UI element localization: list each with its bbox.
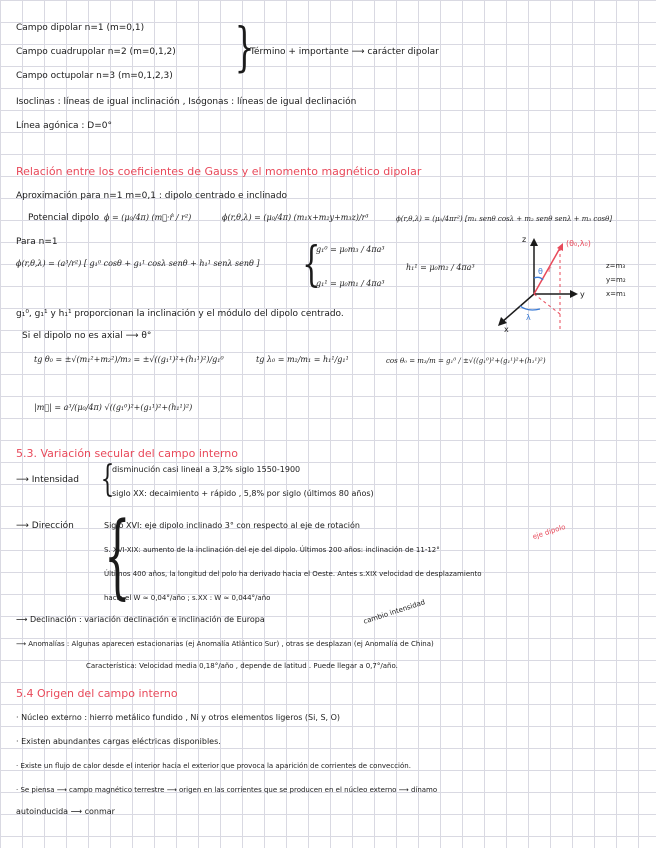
direccion-label: ⟶ Dirección (16, 521, 74, 531)
declinacion-line: ⟶ Declinación : variación declinación e inclinación de Europa (16, 615, 265, 624)
intensidad-label: ⟶ Intensidad (16, 475, 80, 485)
origin-item-2: · Existen abundantes cargas eléctricas disponibles. (16, 737, 221, 746)
intensidad-item-1: disminución casi lineal a 3,2% siglo 1550-1900 (112, 465, 301, 474)
isolines-line: Isoclinas : líneas de igual inclinación , Isógonas : líneas de igual declinación (16, 97, 357, 107)
y-arrowhead (570, 290, 578, 298)
approx-line: Aproximación para n=1 m=0,1 : dipolo centrado e inclinado (16, 191, 288, 201)
x-axis-label: x (504, 325, 509, 334)
theta-label: θ (538, 267, 543, 276)
multipole-octupolar: Campo octupolar n=3 (m=0,1,2,3) (16, 71, 173, 81)
direccion-item-3: Últimos 400 años, la longitud del polo ha derivado hacia el Oeste. Antes s.XIX velocidad de desplazamiento (104, 570, 482, 578)
potential-eq-1: ϕ = (μ₀/4π) (m⃗·r̂ / r²) (104, 213, 192, 222)
cos-theta-eq: cos θ₀ = m₃/m = g₁⁰ / ±√((g₁⁰)²+(g₁¹)²+(h₁¹)²) (386, 357, 546, 365)
anomalias-line-1: ⟶ Anomalías : Algunas aparecen estacionarias (ej Anomalía Atlántico Sur) , otras se desplazan (ej Anomalía de China) (16, 640, 434, 648)
declinacion-note: cambio intensidad (362, 598, 427, 626)
for-n1-label: Para n=1 (16, 237, 58, 247)
potential-eq-3: ϕ(r,θ,λ) = (μ₀/4πr²) [m₁ senθ cosλ + m₂ senθ senλ + m₃ cosθ] (396, 215, 613, 223)
h11-eq: h₁¹ = μ₀m₂ / 4πa³ (406, 263, 475, 272)
origin-last-line: autoinducida ⟶ conmar (16, 807, 115, 816)
direccion-item-4: hacia el W ≈ 0,04°/año ; s.XX : W ≈ 0,044°/año (104, 594, 271, 602)
multipole-note: Término + importante ⟶ carácter dipolar (250, 47, 439, 57)
point-label: (θ₀,λ₀) (566, 239, 591, 248)
potential-eq-2: ϕ(r,θ,λ) = (μ₀/4π) (m₁x+m₂y+m₃z)/r³ (222, 213, 369, 222)
proportion-line: g₁⁰, g₁¹ y h₁¹ proporcionan la inclinación y el módulo del dipolo centrado. (16, 309, 344, 319)
section-54-title: 5.4 Origen del campo interno (16, 687, 178, 700)
direccion-note: eje dipolo (531, 522, 567, 542)
direccion-item-1: Siglo XVI: eje dipolo inclinado 3° con respecto al eje de rotación (104, 521, 360, 530)
z-arrowhead (530, 238, 538, 246)
origin-item-1: · Núcleo externo : hierro metálico fundido , Ni y otros elementos ligeros (Si, S, O) (16, 713, 341, 722)
potential-label: Potencial dipolo (28, 213, 100, 223)
y-axis-label: y (580, 290, 585, 299)
intensidad-brace: { (100, 459, 115, 500)
multipole-cuadrupolar: Campo cuadrupolar n=2 (m=0,1,2) (16, 47, 176, 57)
multipole-brace: } (234, 18, 255, 78)
lambda-label: λ (526, 313, 531, 322)
map-x: x=m₁ (606, 290, 626, 298)
section-relation-title: Relación entre los coeficientes de Gauss y el momento magnético dipolar (16, 165, 422, 178)
dipole-diagram (486, 234, 636, 334)
origin-item-3: · Existe un flujo de calor desde el interior hacia el exterior que provoca la aparición de corrientes de convección. (16, 762, 411, 770)
phi-gauss-eq: ϕ(r,θ,λ) = (a³/r²) [ g₁⁰ cosθ + g₁¹ cosλ senθ + h₁¹ senλ senθ ] (16, 259, 260, 268)
section-53-title: 5.3. Variación secular del campo interno (16, 447, 239, 460)
gauss-brace: { (302, 236, 321, 292)
anomalias-line-2: Característica: Velocidad media 0,18°/año , depende de latitud . Puede llegar a 0,7°/año. (86, 662, 398, 670)
modulus-eq: |m⃗| = a³/(μ₀/4π) √((g₁⁰)²+(g₁¹)²+(h₁¹)²) (34, 403, 193, 412)
direccion-brace: { (104, 502, 131, 609)
origin-item-4: · Se piensa ⟶ campo magnético terrestre ⟶ origen en las corrientes que se producen en el núcleo externo ⟶ dínamo (16, 786, 438, 794)
g11-eq: g₁¹ = μ₀m₁ / 4πa³ (316, 279, 385, 288)
direccion-item-2: S. XVI-XIX: aumento de la inclinación del eje del dipolo. Últimos 200 años: inclinación de 11-12° (104, 546, 440, 554)
not-axial-line: Si el dipolo no es axial ⟶ θ° (22, 331, 152, 341)
z-axis-label: z (522, 235, 527, 244)
r-label: r (548, 265, 552, 274)
multipole-dipolar: Campo dipolar n=1 (m=0,1) (16, 23, 145, 33)
intensidad-item-2: siglo XX: decaimiento + rápido , 5,8% por siglo (últimos 80 años) (112, 489, 374, 498)
map-z: z=m₃ (606, 262, 626, 270)
map-y: y=m₂ (606, 276, 626, 284)
agonic-line: Línea agónica : D=0° (16, 121, 112, 131)
ground-projection (534, 294, 560, 314)
tg-theta-eq: tg θ₀ = ±√(m₁²+m₂²)/m₃ = ±√((g₁¹)²+(h₁¹)²)/g₁⁰ (34, 355, 224, 364)
g10-eq: g₁⁰ = μ₀m₃ / 4πa³ (316, 245, 385, 254)
lambda-arc (520, 306, 540, 310)
tg-lambda-eq: tg λ₀ = m₂/m₁ = h₁¹/g₁¹ (256, 355, 349, 364)
